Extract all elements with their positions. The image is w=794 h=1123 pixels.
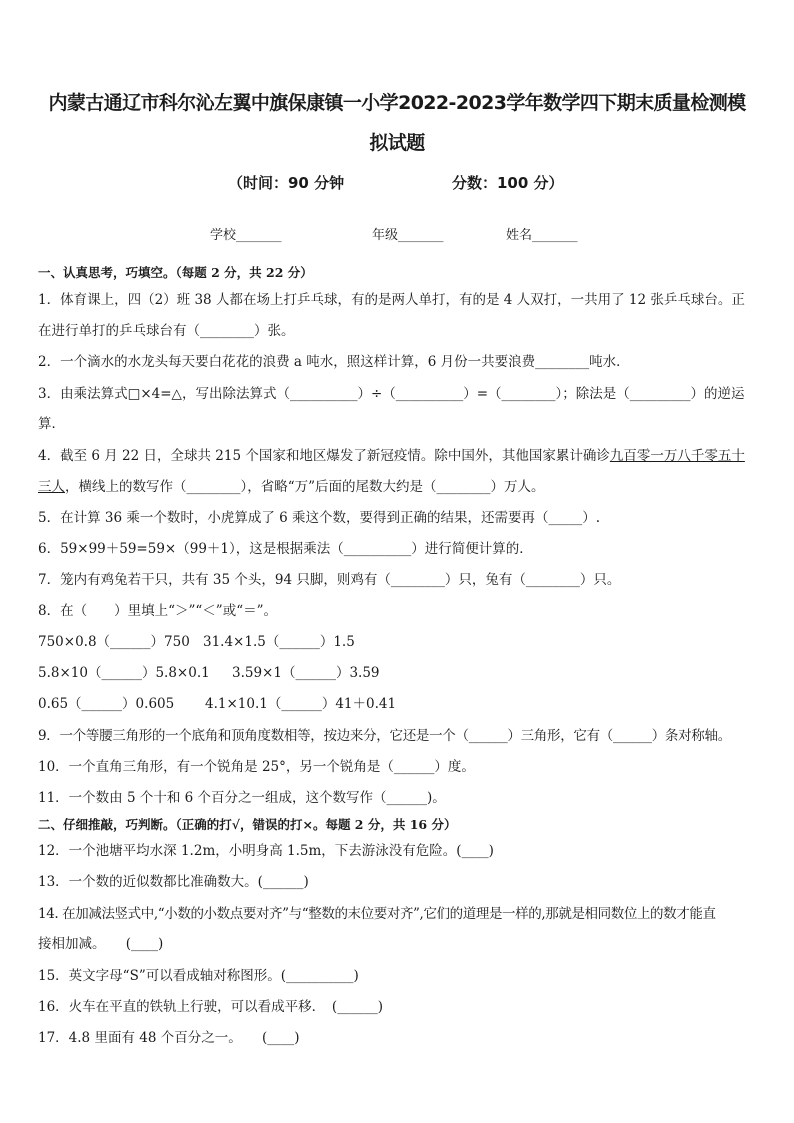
exam-title-line2: 拟试题: [369, 132, 425, 154]
question-9: 9．一个等腰三角形的一个底角和顶角度数相等，按边来分，它还是一个（______）三角形，它有（______）条对称轴。: [38, 728, 731, 744]
question-11: 11．一个数由 5 个十和 6 个百分之一组成，这个数写作（______)。: [38, 790, 446, 806]
name-field: 姓名_______: [506, 228, 578, 243]
question-1-line2: 在进行单打的乒乓球台有（________）张。: [38, 323, 295, 339]
question-1-line1: 1．体育课上，四（2）班 38 人都在场上打乒乓球，有的是两人单打，有的是 4 人双打，一共用了 12 张乒乓球台。正: [38, 292, 745, 308]
q8-row2-a: 5.8×10（______）5.8×0.1: [38, 665, 210, 681]
question-2: 2．一个滴水的水龙头每天要白花花的浪费 a 吨水，照这样计算，6 月份一共要浪费________吨水．: [38, 354, 630, 370]
question-4-line2: [38, 477, 545, 497]
question-14-line2: 接相加减。 (____): [38, 936, 164, 952]
question-16: 16．火车在平直的铁轨上行驶，可以看成平移． (______): [38, 999, 383, 1015]
question-4-underlined-tail: 三人: [38, 479, 65, 495]
q8-row1-b: 31.4×1.5（______）1.5: [203, 634, 355, 650]
question-17: 17．4.8 里面有 48 个百分之一。 (____): [38, 1030, 300, 1046]
question-10: 10．一个直角三角形，有一个锐角是 25°，另一个锐角是（______）度。: [38, 759, 475, 775]
question-13: 13．一个数的近似数都比准确数大。(______): [38, 874, 309, 890]
grade-field: 年级_______: [372, 228, 444, 243]
time-label: （时间：90 分钟: [228, 174, 345, 192]
score-label: 分数：100 分）: [452, 174, 564, 192]
q8-row1-a: 750×0.8（______）750: [38, 634, 190, 650]
school-field: 学校_______: [210, 228, 282, 243]
question-7: 7．笼内有鸡兔若干只，共有 35 个头，94 只脚，则鸡有（________）只，兔有（________）只。: [38, 572, 621, 588]
question-8: 8．在（ ）里填上“＞”“＜”或“＝”。: [38, 603, 277, 619]
question-4-text: 4．截至 6 月 22 日，全球共 215 个国家和地区爆发了新冠疫情。除中国外，其他国家累计确诊: [38, 448, 610, 464]
q8-row3-b: 4.1×10.1（______）41＋0.41: [205, 696, 397, 712]
question-3-line2: 算．: [38, 416, 65, 432]
q8-row2-b: 3.59×1（______）3.59: [232, 665, 380, 681]
section1-heading: 一、认真思考，巧填空。（每题 2 分，共 22 分）: [38, 265, 313, 280]
section2-heading: 二、仔细推敲，巧判断。（正确的打√，错误的打×。每题 2 分，共 16 分）: [38, 817, 457, 832]
question-5: 5．在计算 36 乘一个数时，小虎算成了 6 乘这个数，要得到正确的结果，还需要再（_____）.: [38, 510, 601, 526]
question-4-line1: [38, 446, 745, 466]
question-6: 6．59×99＋59=59×（99＋1），这是根据乘法（__________）进行简便计算的．: [38, 541, 533, 557]
question-3-line1: 3．由乘法算式□×4=△，写出除法算式（__________）÷（__________）=（________）；除法是（_________）的逆运: [38, 386, 745, 402]
question-15: 15．英文字母“S”可以看成轴对称图形。(__________): [38, 968, 359, 984]
question-12: 12．一个池塘平均水深 1.2m，小明身高 1.5m，下去游泳没有危险。(____): [38, 843, 494, 859]
exam-title-line1: 内蒙古通辽市科尔沁左翼中旗保康镇一小学2022-2023学年数学四下期末质量检测模: [48, 92, 746, 114]
q8-row3-a: 0.65（______）0.605: [38, 696, 175, 712]
question-14-line1: 14. 在加减法竖式中,“小数的小数点要对齐”与“整数的末位要对齐”,它们的道理是一样的,那就是相同数位上的数才能直: [38, 906, 716, 922]
question-4-underlined-number: 九百零一万八千零五十: [609, 448, 745, 464]
question-4-text-tail: ，横线上的数写作（________），省略“万”后面的尾数大约是（________）万人。: [65, 479, 545, 495]
